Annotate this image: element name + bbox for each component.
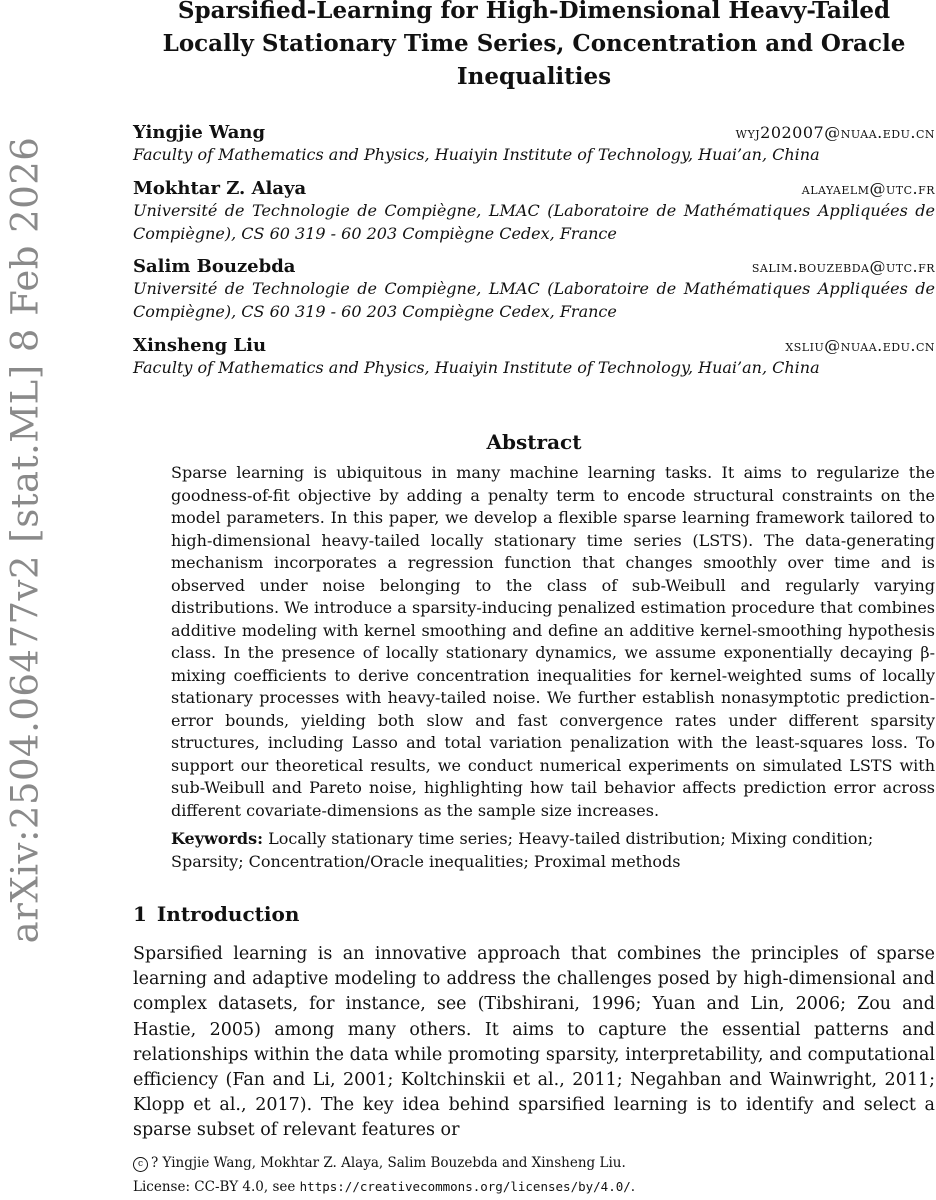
author-email[interactable]: xsliu@nuaa.edu.cn [785, 336, 935, 355]
paper-page [133, 0, 935, 1195]
introduction-section [133, 902, 935, 1161]
author-name: Mokhtar Z. Alaya [133, 178, 307, 199]
author-block [133, 256, 935, 335]
arxiv-identifier-text: arXiv:2504.06477v2 [stat.ML] 8 Feb 2026 [3, 136, 47, 944]
keywords-label: Keywords: [171, 829, 264, 848]
license-suffix: . [630, 1179, 636, 1195]
author-affiliation: Faculty of Mathematics and Physics, Huaiyin Institute of Technology, Huai’an, China [133, 358, 820, 377]
author-block [133, 178, 935, 256]
author-list [133, 122, 935, 379]
paper-title: Sparsified-Learning for High-Dimensional Heavy-Tailed Locally Stationary Time Series, Concentration and Oracle Inequalities [162, 0, 906, 90]
author-name: Yingjie Wang [133, 122, 266, 143]
author-name: Salim Bouzebda [133, 256, 296, 277]
footnote [133, 1154, 935, 1197]
license-line [133, 1177, 935, 1197]
license-prefix: License: CC-BY 4.0, see [133, 1179, 300, 1195]
copyright-text: ? Yingjie Wang, Mokhtar Z. Alaya, Salim Bouzebda and Xinsheng Liu. [151, 1155, 626, 1171]
author-affiliation: Faculty of Mathematics and Physics, Huaiyin Institute of Technology, Huai’an, China [133, 145, 820, 164]
author-name: Xinsheng Liu [133, 335, 267, 356]
copyright-line [133, 1154, 935, 1173]
section-heading [133, 902, 935, 926]
author-affiliation: Université de Technologie de Compiègne, LMAC (Laboratoire de Mathématiques Appliquées de Compiègne), CS 60 319 - 60 203 Compiègne Cedex, France [133, 279, 935, 321]
introduction-text: Sparsified learning is an innovative approach that combines the principles of sparse learning and adaptive modeling to address the challenges posed by high-dimensional and complex datasets, for instance, see (Tibshirani, 1996; Yuan and Lin, 2006; Zou and Hastie, 2005) among many others. It aims to capture the essential patterns and relationships within the data while promoting sparsity, interpretability, and computational efficiency (Fan and Li, 2001; Koltchinskii et al., 2011; Negahban and Wainwright, 2011; Klopp et al., 2017). The key idea behind sparsified learning is to identify and select a sparse subset of relevant features or [133, 944, 935, 1141]
license-link[interactable]: https://creativecommons.org/licenses/by/4.0/ [299, 1179, 631, 1194]
abstract-section [133, 430, 935, 873]
arxiv-identifier-stamp [0, 136, 50, 944]
author-email[interactable]: salim.bouzebda@utc.fr [751, 257, 935, 276]
keywords [171, 828, 935, 873]
author-email[interactable]: alayaelm@utc.fr [801, 179, 935, 198]
section-number: 1 [133, 902, 147, 926]
author-block [133, 335, 935, 379]
author-affiliation: Université de Technologie de Compiègne, LMAC (Laboratoire de Mathématiques Appliquées de Compiègne), CS 60 319 - 60 203 Compiègne Cedex, France [133, 201, 935, 243]
author-block [133, 122, 935, 178]
keywords-text: Locally stationary time series; Heavy-tailed distribution; Mixing condition; Sparsity; Concentration/Oracle inequalities; Proximal methods [171, 829, 874, 871]
abstract-heading: Abstract [486, 430, 582, 454]
abstract-text: Sparse learning is ubiquitous in many machine learning tasks. It aims to regularize the goodness-of-fit objective by adding a penalty term to encode structural constraints on the model parameters. In this paper, we develop a flexible sparse learning framework tailored to high-dimensional heavy-tailed locally stationary time series (LSTS). The data-generating mechanism incorporates a regression function that changes smoothly over time and is observed under noise belonging to the class of sub-Weibull and regularly varying distributions. We introduce a sparsity-inducing penalized estimation procedure that combines additive modeling with kernel smoothing and define an additive kernel-smoothing hypothesis class. In the presence of locally stationary dynamics, we assume exponentially decaying β-mixing coefficients to derive concentration inequalities for kernel-weighted sums of locally stationary processes with heavy-tailed noise. We further establish nonasymptotic prediction-error bounds, yielding both slow and fast convergence rates under different sparsity structures, including Lasso and total variation penalization with the least-squares loss. To support our theoretical results, we conduct numerical experiments on simulated LSTS with sub-Weibull and Pareto noise, highlighting how tail behavior affects prediction error across different covariate-dimensions as the sample size increases. [171, 463, 935, 820]
copyright-icon: c [133, 1157, 148, 1172]
author-email[interactable]: wyj202007@nuaa.edu.cn [735, 123, 935, 142]
section-title: Introduction [156, 902, 300, 926]
